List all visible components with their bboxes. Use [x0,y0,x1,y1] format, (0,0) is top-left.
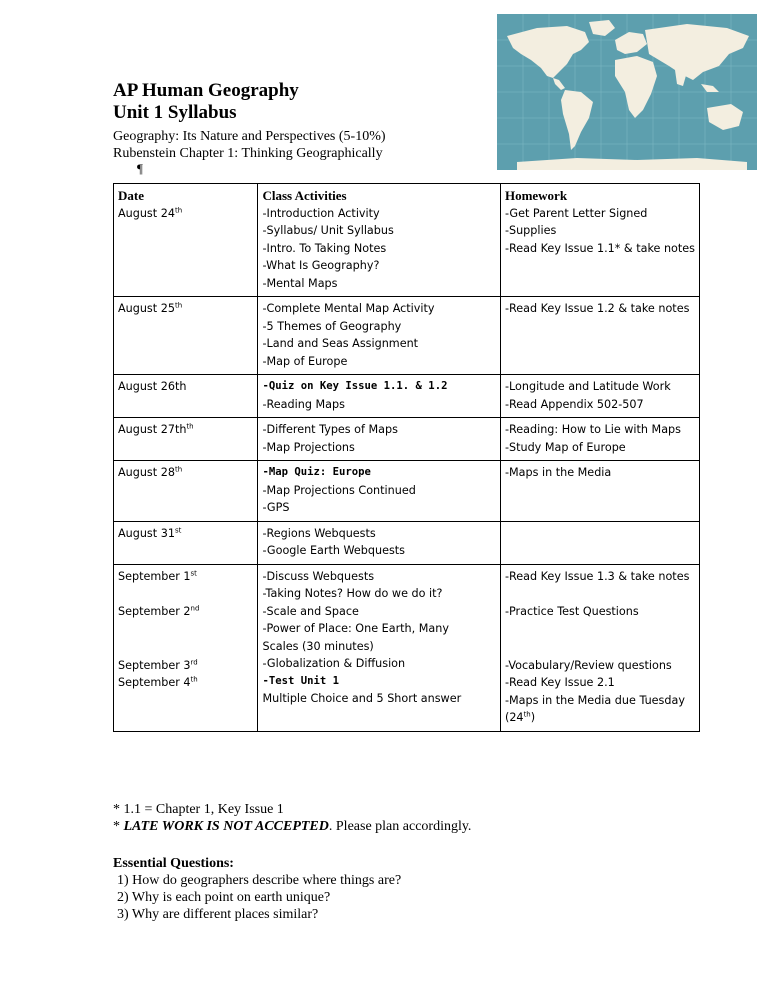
homework-item: -Maps in the Media due Tuesday [504,693,685,707]
table-cell [114,418,258,461]
activity-item: -Complete Mental Map Activity [262,302,435,315]
homework-item: -Read Appendix 502-507 [504,397,644,411]
table-row [114,418,700,461]
column-header-date: Date [118,188,144,203]
table-cell [258,375,500,418]
table-row [114,461,700,522]
table-header-row [114,184,700,297]
homework-item: -Read Key Issue 1.3 & take notes [504,569,690,583]
date-label [118,568,253,586]
homework-item: -Vocabulary/Review questions [504,658,672,672]
date-label: August 26th [118,380,187,393]
activity-item: -Syllabus/ Unit Syllabus [262,224,394,237]
activity-item: -Introduction Activity [262,206,380,220]
homework-item: -Read Key Issue 1.2 & take notes [504,302,690,315]
table-cell [258,418,500,461]
essential-questions-title: Essential Questions: [113,856,234,871]
table-cell [114,297,258,375]
table-row [114,564,700,731]
date-text: August 25 [118,302,175,315]
date-label [118,205,253,223]
table-cell [500,461,699,522]
activity-item: -Mental Maps [262,276,338,290]
homework-date-close: ) [530,711,536,724]
homework-item: -Supplies [504,224,557,237]
subtitle [113,128,386,162]
homework-item: -Practice Test Questions [504,605,639,618]
pilcrow-mark: ¶ [137,161,143,176]
list-item: 1) How do geographers describe where things are? [117,873,402,888]
activity-item: -What Is Geography? [262,259,380,272]
table-cell [258,184,500,297]
table-cell [114,461,258,522]
activity-item: Scales (30 minutes) [262,639,374,653]
date-text: September 1 [118,569,191,583]
late-work-warning: LATE WORK IS NOT ACCEPTED [123,819,329,834]
table-cell [500,521,699,564]
activity-item: -Google Earth Webquests [262,544,406,557]
homework-item: -Read Key Issue 1.1* & take notes [504,241,695,255]
activity-item: -Reading Maps [262,397,345,411]
date-label [118,464,253,482]
title-line-2: Unit 1 Syllabus [113,102,237,123]
quiz-item: -Map Quiz: Europe [262,466,371,478]
date-text: September 2 [118,605,191,618]
quiz-item: -Quiz on Key Issue 1.1. & 1.2 [262,380,448,392]
footnote-late-work [113,818,471,835]
date-text: August 31 [118,526,175,540]
table-cell [500,418,699,461]
homework-item: -Maps in the Media [504,466,612,479]
homework-item: -Longitude and Latitude Work [504,380,671,393]
table-cell [258,461,500,522]
activity-item: -Map Projections [262,440,355,454]
homework-item: -Get Parent Letter Signed [504,206,648,220]
date-text: August 28 [118,466,175,479]
list-item: 2) Why is each point on earth unique? [117,890,331,905]
date-text: August 24 [118,206,175,220]
date-label [118,300,253,318]
column-header-homework: Homework [504,188,568,203]
footnotes [113,801,471,835]
essential-questions-list [117,872,401,923]
world-map-icon [497,14,757,170]
table-cell [114,564,258,731]
page-title [113,80,299,124]
activity-item: Multiple Choice and 5 Short answer [262,692,462,705]
date-suffix: nd [190,604,200,613]
date-label [118,421,253,439]
date-label [118,603,253,621]
table-cell [500,375,699,418]
date-text: September 4 [118,676,191,689]
homework-item: -Reading: How to Lie with Maps [504,423,681,436]
date-suffix: rd [190,657,198,666]
date-suffix: th [523,710,531,719]
column-header-activities: Class Activities [262,188,347,203]
date-text: August 27th [118,423,187,436]
table-cell [258,521,500,564]
date-suffix: th [174,205,183,214]
activity-item: -Regions Webquests [262,526,376,540]
table-row [114,521,700,564]
activity-item: -Globalization & Diffusion [262,657,406,670]
homework-item: -Read Key Issue 2.1 [504,676,615,689]
table-cell [114,521,258,564]
table-cell [500,297,699,375]
date-label [118,657,253,675]
table-cell [500,564,699,731]
date-label [118,525,253,543]
syllabus-table [113,183,700,732]
homework-item: -Study Map of Europe [504,440,626,454]
date-suffix: th [186,422,194,431]
title-line-1: AP Human Geography [113,80,299,101]
test-item: -Test Unit 1 [262,674,340,687]
date-suffix: st [174,525,182,534]
activity-item: -Intro. To Taking Notes [262,241,387,255]
date-suffix: th [190,675,198,684]
activity-item: -5 Themes of Geography [262,319,402,333]
activity-item: -GPS [262,501,290,514]
date-suffix: th [174,465,183,474]
activity-item: -Map of Europe [262,354,348,368]
footnote-key-issue: * 1.1 = Chapter 1, Key Issue 1 [113,802,284,817]
activity-item: -Scale and Space [262,604,359,618]
list-item: 3) Why are different places similar? [117,907,319,922]
table-cell [258,564,500,731]
table-row [114,375,700,418]
homework-item [505,709,695,727]
activity-item: -Power of Place: One Earth, Many [262,622,449,635]
activity-item: -Map Projections Continued [262,483,416,497]
footnote-rest: . Please plan accordingly. [328,819,472,834]
table-cell [500,184,699,297]
table-cell [114,375,258,418]
homework-date-open: (24 [504,711,524,724]
date-suffix: st [190,568,197,577]
table-cell [258,297,500,375]
footnote-marker: * [113,819,124,834]
activity-item: -Taking Notes? How do we do it? [262,587,443,600]
table-row [114,297,700,375]
date-suffix: th [174,301,183,310]
activity-item: -Different Types of Maps [262,423,398,436]
activity-item: -Land and Seas Assignment [262,337,419,350]
subtitle-line-2: Rubenstein Chapter 1: Thinking Geographically [113,146,383,161]
subtitle-line-1: Geography: Its Nature and Perspectives (5-10%) [113,129,386,144]
table-cell [114,184,258,297]
activity-item: -Discuss Webquests [262,569,375,583]
date-label [118,674,253,692]
date-text: September 3 [118,658,191,672]
